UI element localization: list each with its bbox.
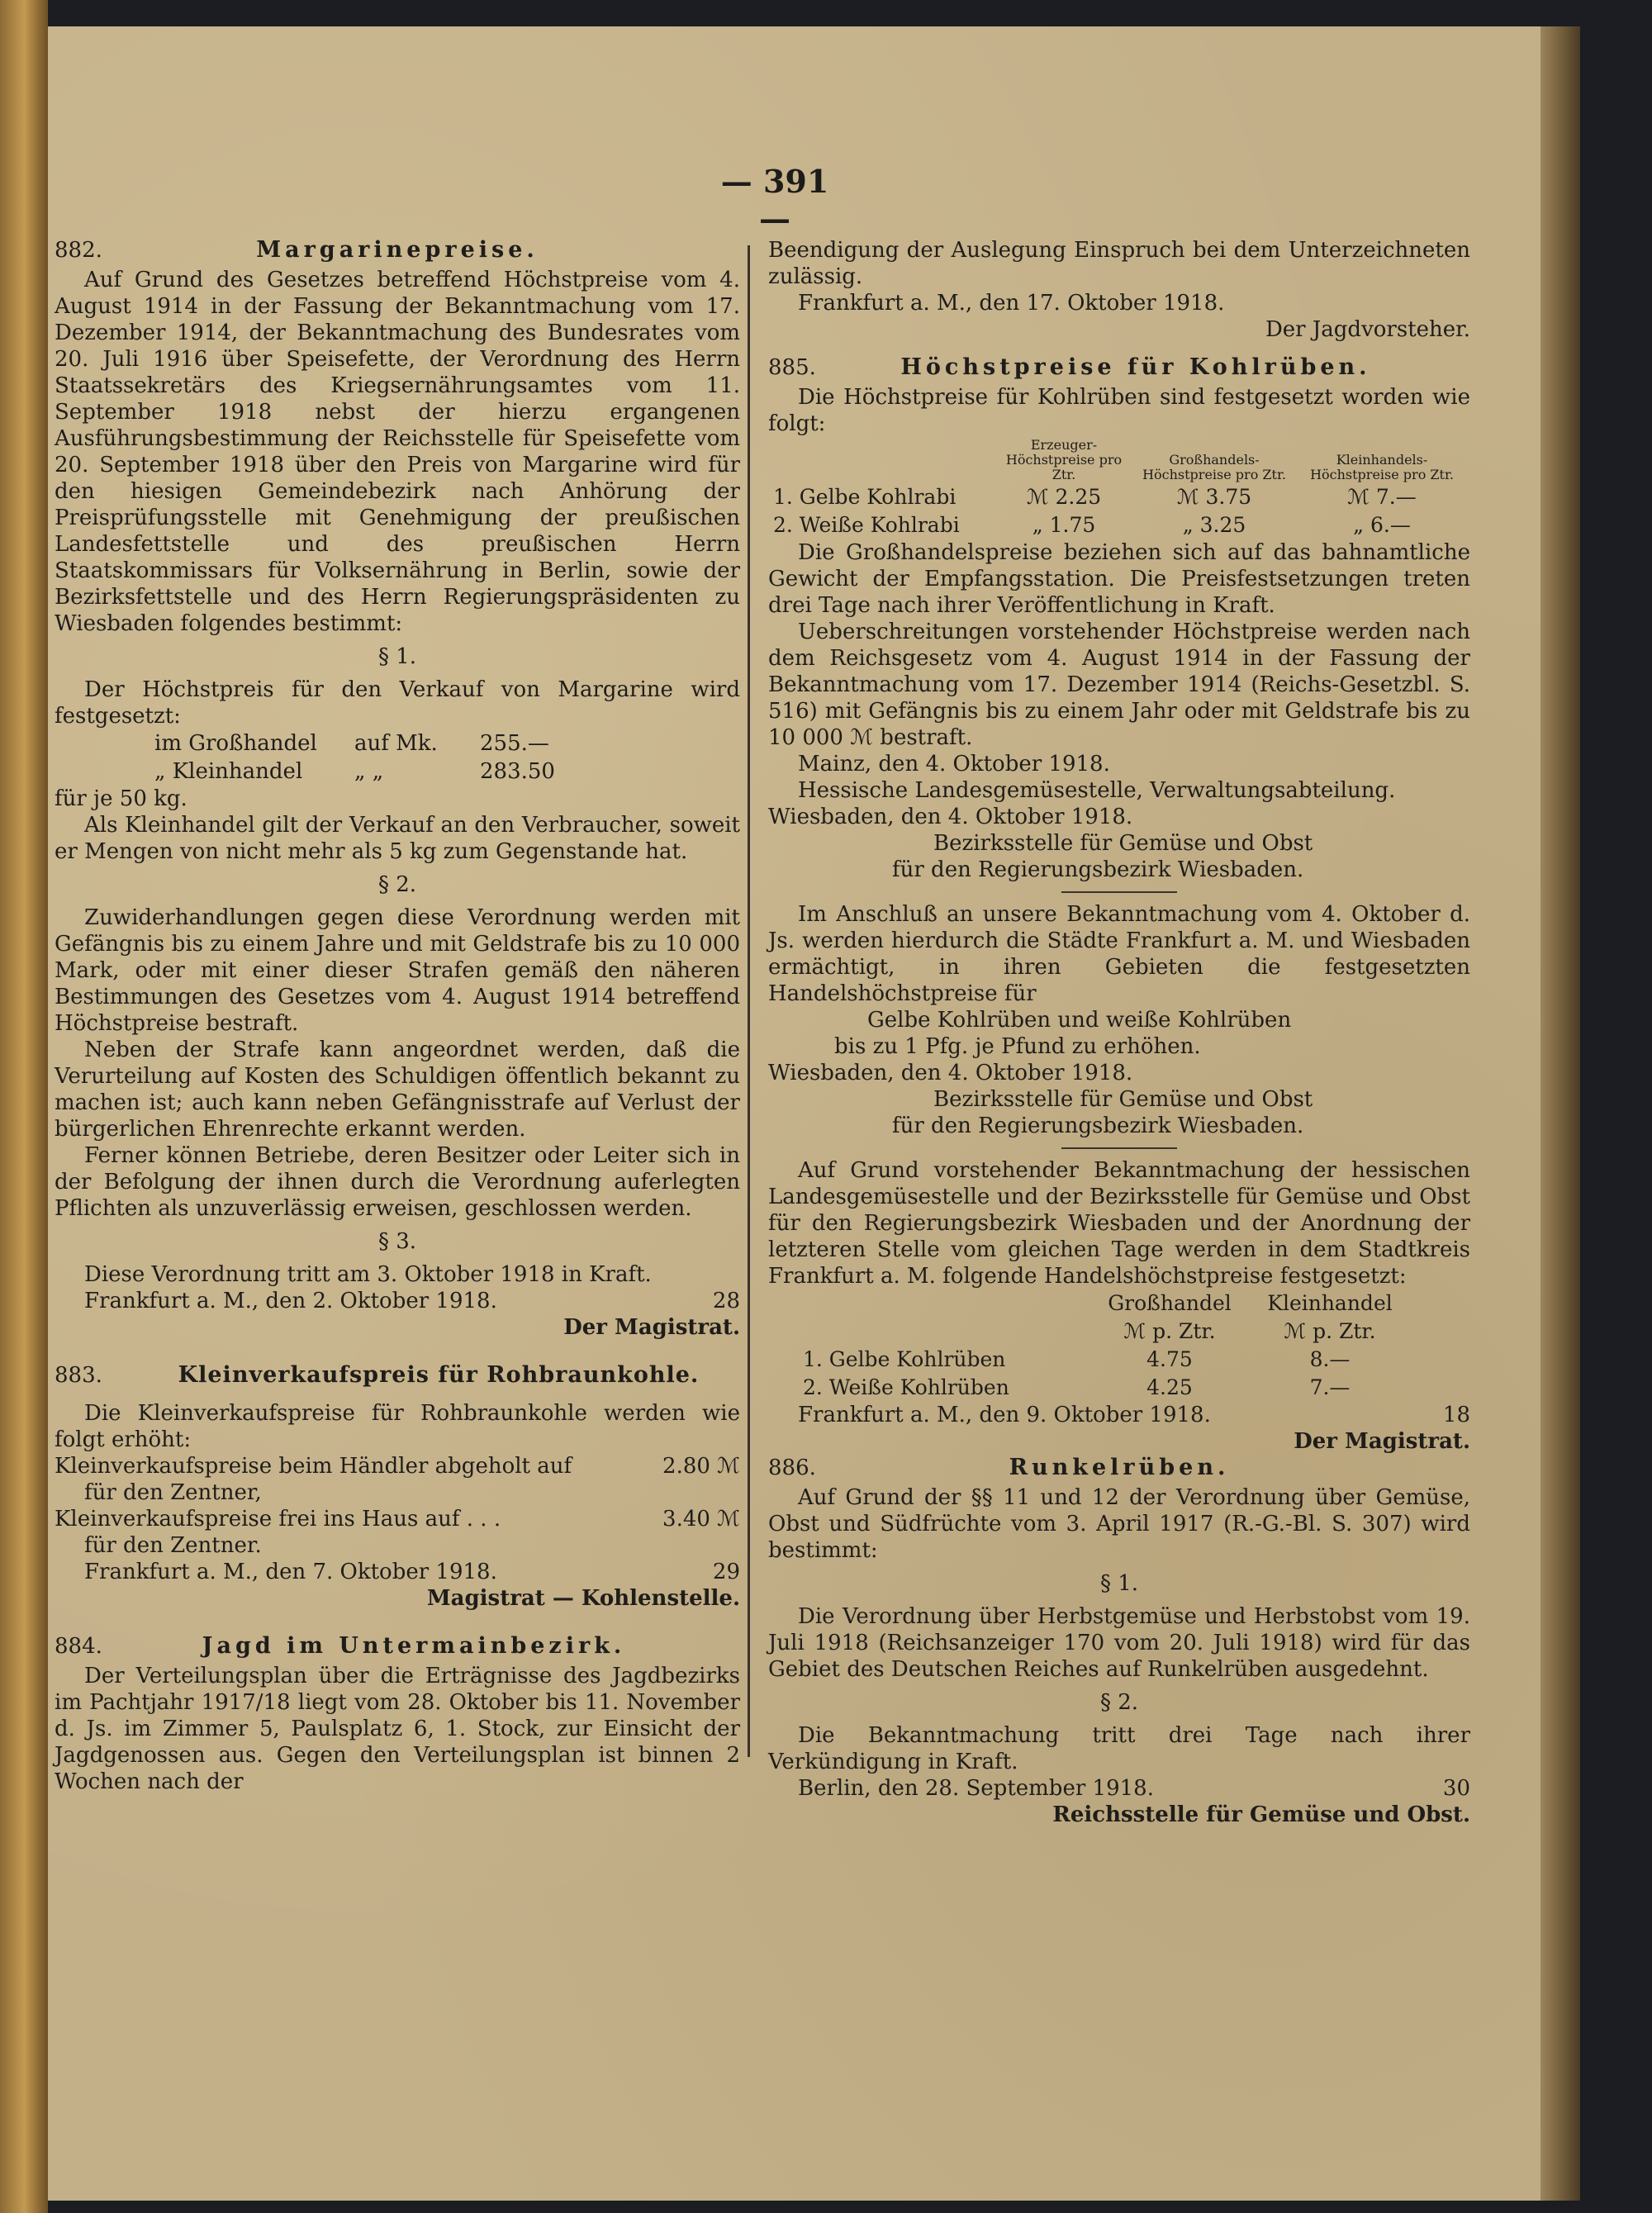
place-date: Frankfurt a. M., den 17. Oktober 1918. (798, 291, 1225, 316)
notice-text: Der Verteilungsplan über die Erträgnisse des Jagdbezirks im Pachtjahr 1917/18 liegt vom 28. Oktober bis 11. November d. Js. im Zimmer 5, Paulsplatz 6, 1. Stock, zur Einsicht der Jagdgenossen aus. Gegen den Verteilungsplan ist binnen 2 Wochen nach der (55, 1664, 740, 1794)
notice-number: 882. (55, 238, 102, 263)
notice-text: Die Großhandelspreise beziehen sich auf das bahnamtliche Gewicht der Empfangsstation. Die Preisfestsetzungen treten drei Tage nach ihrer Veröffentlichung in Kraft. (768, 540, 1470, 618)
place-date-line (768, 1402, 1470, 1428)
notice-number: 883. (55, 1363, 102, 1388)
section-text: Die Bekanntmachung tritt drei Tage nach ihrer Verkündigung in Kraft. (768, 1723, 1470, 1774)
table-row (768, 483, 1470, 511)
notice-text: Ueberschreitungen vorstehender Höchstpreise werden nach dem Reichsgesetz vom 4. August 1914 in der Fassung der Bekanntmachung vom 17. Dezember 1914 (Reichs-Gesetzbl. S. 516) mit Gefängnis bis zu einem Jahr oder mit Geldstrafe bis zu 10 000 ℳ bestraft. (768, 620, 1470, 750)
place-date-line (55, 1288, 740, 1314)
notice-heading (768, 354, 1470, 381)
notice-heading (768, 1455, 1470, 1481)
row-label: 2. Weiße Kohlrüben (803, 1375, 1009, 1399)
column-header: Kleinhandel (1267, 1291, 1393, 1315)
notice-884-continued (768, 237, 1470, 343)
signer: Hessische Landesgemüsestelle, Verwaltungsabteilung. (798, 778, 1396, 803)
book-spine (1540, 26, 1580, 2201)
table-row (154, 729, 556, 757)
notice-title: Kleinverkaufspreis für Rohbraunkohle. (178, 1362, 700, 1388)
notice-885 (768, 354, 1470, 1455)
notice-title: Höchstpreise für Kohlrüben. (900, 354, 1371, 380)
section-text: Der Höchstpreis für den Verkauf von Margarine wird festgesetzt: (55, 677, 740, 729)
row-label: 1. Gelbe Kohlrüben (803, 1347, 1006, 1371)
price-table (154, 729, 556, 786)
table-row (154, 757, 556, 786)
section-text: Diese Verordnung tritt am 3. Oktober 1918 in Kraft. (84, 1262, 652, 1287)
row-label: „ Kleinhandel (154, 759, 303, 784)
notice-intro: Auf Grund der §§ 11 und 12 der Verordnung über Gemüse, Obst und Südfrüchte vom 3. April 1917 (R.-G.-Bl. S. 307) wird bestimmt: (768, 1485, 1470, 1563)
table-row (793, 1346, 1414, 1374)
column-header: Großhandels-Höchstpreise pro Ztr. (1142, 452, 1286, 482)
signer: Bezirksstelle für Gemüse und Obst (933, 1087, 1313, 1112)
notice-intro: Die Kleinverkaufspreise für Rohbraunkohle werden wie folgt erhöht: (55, 1401, 740, 1452)
place-date-line (55, 1559, 740, 1585)
section-mark: § 2. (1099, 1690, 1139, 1715)
notice-882 (55, 237, 740, 1341)
notice-text: Gelbe Kohlrüben und weiße Kohlrüben (867, 1008, 1292, 1033)
price-value: 2.80 ℳ (662, 1454, 740, 1479)
price-label: Kleinverkaufspreise beim Händler abgeholt auf (55, 1454, 572, 1479)
section-text: Neben der Strafe kann angeordnet werden, daß die Verurteilung auf Kosten des Schuldigen öffentlich bekannt zu machen ist; auch kann neben Gefängnisstrafe auf Verlust der bürgerlichen Ehrenrechte erkannt werden. (55, 1038, 740, 1142)
divider (1061, 1147, 1177, 1149)
price-value: 3.40 ℳ (662, 1507, 740, 1532)
notice-intro: Die Höchstpreise für Kohlrüben sind festgesetzt worden wie folgt: (768, 385, 1470, 436)
right-column (768, 237, 1470, 1828)
notice-text: Auf Grund vorstehender Bekanntmachung der hessischen Landesgemüsestelle und der Bezirksstelle für Gemüse und Obst für den Regierungsbezirk Wiesbaden und der Anordnung der letzteren Stelle vom gleichen Tage werden in dem Stadtkreis Frankfurt a. M. folgende Handelshöchstpreise festgesetzt: (768, 1158, 1470, 1289)
signer: Reichsstelle für Gemüse und Obst. (1052, 1802, 1470, 1827)
section-mark: § 3. (377, 1229, 417, 1254)
previous-page-edge (0, 0, 48, 2213)
cell-value: „ 6.— (1353, 513, 1411, 537)
price-table (768, 437, 1470, 539)
table-header-row (768, 437, 1470, 483)
row-value: 255.— (480, 731, 549, 756)
place-date: Frankfurt a. M., den 2. Oktober 1918. (84, 1289, 497, 1313)
table-row (768, 511, 1470, 539)
section-mark: § 1. (1099, 1571, 1139, 1596)
signer: Der Jagdvorsteher. (1265, 317, 1470, 342)
row-label: im Großhandel (154, 731, 317, 756)
place-date: Frankfurt a. M., den 9. Oktober 1918. (798, 1403, 1211, 1427)
cell-value: „ 3.25 (1182, 513, 1246, 537)
place-date-line (768, 1775, 1470, 1802)
cell-value: ℳ 7.— (1347, 485, 1417, 509)
reference-number: 30 (1442, 1776, 1470, 1801)
left-column (48, 237, 740, 1795)
signer: für den Regierungsbezirk Wiesbaden. (892, 1114, 1304, 1138)
divider (1061, 891, 1177, 893)
notice-title: Runkelrüben. (1009, 1455, 1230, 1480)
price-unit: für den Zentner. (84, 1533, 262, 1558)
cell-value: 7.— (1309, 1375, 1351, 1399)
cell-value: 4.25 (1146, 1375, 1193, 1399)
column-unit: ℳ p. Ztr. (1284, 1319, 1376, 1343)
row-value: 283.50 (480, 759, 555, 784)
notice-heading (55, 1362, 740, 1389)
reference-number: 29 (712, 1560, 740, 1584)
column-rule (748, 245, 750, 1757)
notice-text: Im Anschluß an unsere Bekanntmachung vom 4. Oktober d. Js. werden hierdurch die Städte Frankfurt a. M. und Wiesbaden ermächtigt, in ihren Gebieten die festgesetzten Handelshöchstpreise für (768, 902, 1470, 1006)
definition-text: Als Kleinhandel gilt der Verkauf an den Verbraucher, soweit er Mengen von nicht mehr als 5 kg zum Gegenstande hat. (55, 813, 740, 864)
signer: Der Magistrat. (1294, 1429, 1470, 1454)
row-unit: „ „ (354, 759, 384, 784)
price-label: Kleinverkaufspreise frei ins Haus auf . . . (55, 1507, 501, 1532)
table-header-row (793, 1289, 1414, 1318)
place-date: Frankfurt a. M., den 7. Oktober 1918. (84, 1560, 497, 1584)
price-unit: für den Zentner, (84, 1480, 262, 1505)
table-row (793, 1374, 1414, 1402)
notice-884 (55, 1633, 740, 1795)
price-line (55, 1453, 740, 1479)
price-line (55, 1506, 740, 1532)
signer: Der Magistrat. (563, 1315, 740, 1340)
signer: Magistrat — Kohlenstelle. (426, 1586, 740, 1611)
notice-number: 886. (768, 1456, 816, 1480)
signer: für den Regierungsbezirk Wiesbaden. (892, 857, 1304, 882)
notice-text: Beendigung der Auslegung Einspruch bei dem Unterzeichneten zulässig. (768, 238, 1470, 289)
place-date: Wiesbaden, den 4. Oktober 1918. (768, 805, 1133, 829)
price-table (793, 1289, 1414, 1402)
notice-heading (55, 1633, 740, 1660)
notice-title: Margarinepreise. (256, 237, 539, 263)
column-header: Erzeuger-Höchstpreise pro Ztr. (1005, 437, 1123, 482)
notice-text: bis zu 1 Pfg. je Pfund zu erhöhen. (834, 1034, 1201, 1059)
column-header: Kleinhandels-Höchstpreise pro Ztr. (1310, 452, 1454, 482)
notice-heading (55, 237, 740, 264)
cell-value: ℳ 3.75 (1176, 485, 1252, 509)
cell-value: 8.— (1309, 1347, 1351, 1371)
notice-number: 884. (55, 1634, 102, 1659)
column-header: Großhandel (1108, 1291, 1232, 1315)
section-mark: § 1. (377, 644, 417, 669)
cell-value: 4.75 (1146, 1347, 1193, 1371)
row-unit: auf Mk. (354, 731, 438, 756)
unit-note: für je 50 kg. (55, 786, 188, 811)
notice-883 (55, 1362, 740, 1612)
column-unit: ℳ p. Ztr. (1123, 1319, 1216, 1343)
row-label: 1. Gelbe Kohlrabi (773, 485, 957, 509)
notice-intro: Auf Grund des Gesetzes betreffend Höchstpreise vom 4. August 1914 in der Fassung der Bekanntmachung vom 17. Dezember 1914, der Bekanntmachung des Bundesrates vom 20. Juli 1916 über Speisefette, der Verordnung des Herrn Staatssekretärs des Kriegsernährungsamtes vom 11. September 1918 nebst der hierzu ergangenen Ausführungsbestimmung der Reichsstelle für Speisefette vom 20. September 1918 über den Preis von Margarine wird für den hiesigen Gemeindebezirk nach Anhörung der Preisprüfungsstelle mit Genehmigung der preußischen Landesfettstelle und des preußischen Herrn Staatskommissars für Volksernährung in Berlin, sowie der Bezirksfettstelle und des Herrn Regierungspräsidenten zu Wiesbaden folgendes bestimmt: (55, 268, 740, 636)
cell-value: „ 1.75 (1032, 513, 1096, 537)
cell-value: ℳ 2.25 (1026, 485, 1102, 509)
section-text: Ferner können Betriebe, deren Besitzer oder Leiter sich in der Befolgung der ihnen durch die Verordnung auferlegten Pflichten als unzuverlässig erweisen, geschlossen werden. (55, 1143, 740, 1221)
page-number: — 391 — (720, 163, 829, 237)
row-label: 2. Weiße Kohlrabi (773, 513, 960, 537)
notice-number: 885. (768, 355, 816, 380)
section-text: Die Verordnung über Herbstgemüse und Herbstobst vom 19. Juli 1918 (Reichsanzeiger 170 vom 20. Juli 1918) wird für das Gebiet des Deutschen Reiches auf Runkelrüben ausgedehnt. (768, 1604, 1470, 1682)
notice-886 (768, 1455, 1470, 1828)
book-page (48, 26, 1580, 2201)
place-date: Wiesbaden, den 4. Oktober 1918. (768, 1061, 1133, 1085)
section-mark: § 2. (377, 872, 417, 897)
place-date: Mainz, den 4. Oktober 1918. (798, 752, 1110, 776)
signer: Bezirksstelle für Gemüse und Obst (933, 831, 1313, 856)
section-text: Zuwiderhandlungen gegen diese Verordnung werden mit Gefängnis bis zu einem Jahre und mit Geldstrafe bis zu 10 000 Mark, oder mit einer dieser Strafen gemäß den näheren Bestimmungen des Gesetzes vom 4. August 1914 betreffend Höchstpreise bestraft. (55, 905, 740, 1036)
notice-title: Jagd im Untermainbezirk. (202, 1633, 626, 1659)
reference-number: 28 (712, 1289, 740, 1313)
reference-number: 18 (1442, 1403, 1470, 1427)
table-header-row (793, 1318, 1414, 1346)
place-date: Berlin, den 28. September 1918. (798, 1776, 1154, 1801)
